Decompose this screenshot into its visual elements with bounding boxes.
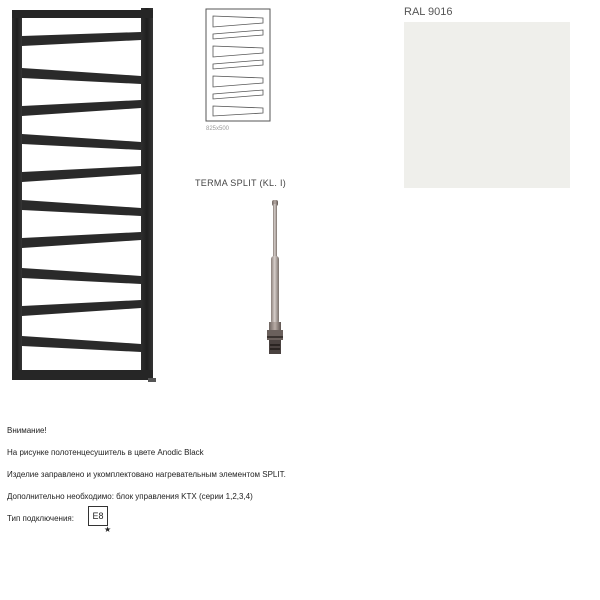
heating-element-photo	[255, 196, 295, 364]
radiator-schematic	[205, 8, 271, 122]
connection-marker-icon: ★	[104, 525, 112, 534]
dimension-label: 825x500	[206, 126, 230, 132]
note-heating-element: Изделие заправлено и укомплектовано нагревательным элементом SPLIT.	[7, 470, 286, 479]
connection-type-label: Тип подключения:	[7, 514, 74, 523]
ral-color-swatch	[404, 22, 570, 188]
attention-heading: Внимание!	[7, 426, 47, 435]
connection-code-box: E8	[88, 506, 108, 526]
note-color: На рисунке полотенцесушитель в цвете Anodic Black	[7, 448, 204, 457]
note-control-unit: Дополнительно необходимо: блок управления KTX (серии 1,2,3,4)	[7, 492, 253, 501]
radiator-photo	[8, 6, 168, 386]
ral-color-title: RAL 9016	[404, 6, 453, 18]
heater-model-title: TERMA SPLIT (KL. I)	[195, 178, 287, 188]
